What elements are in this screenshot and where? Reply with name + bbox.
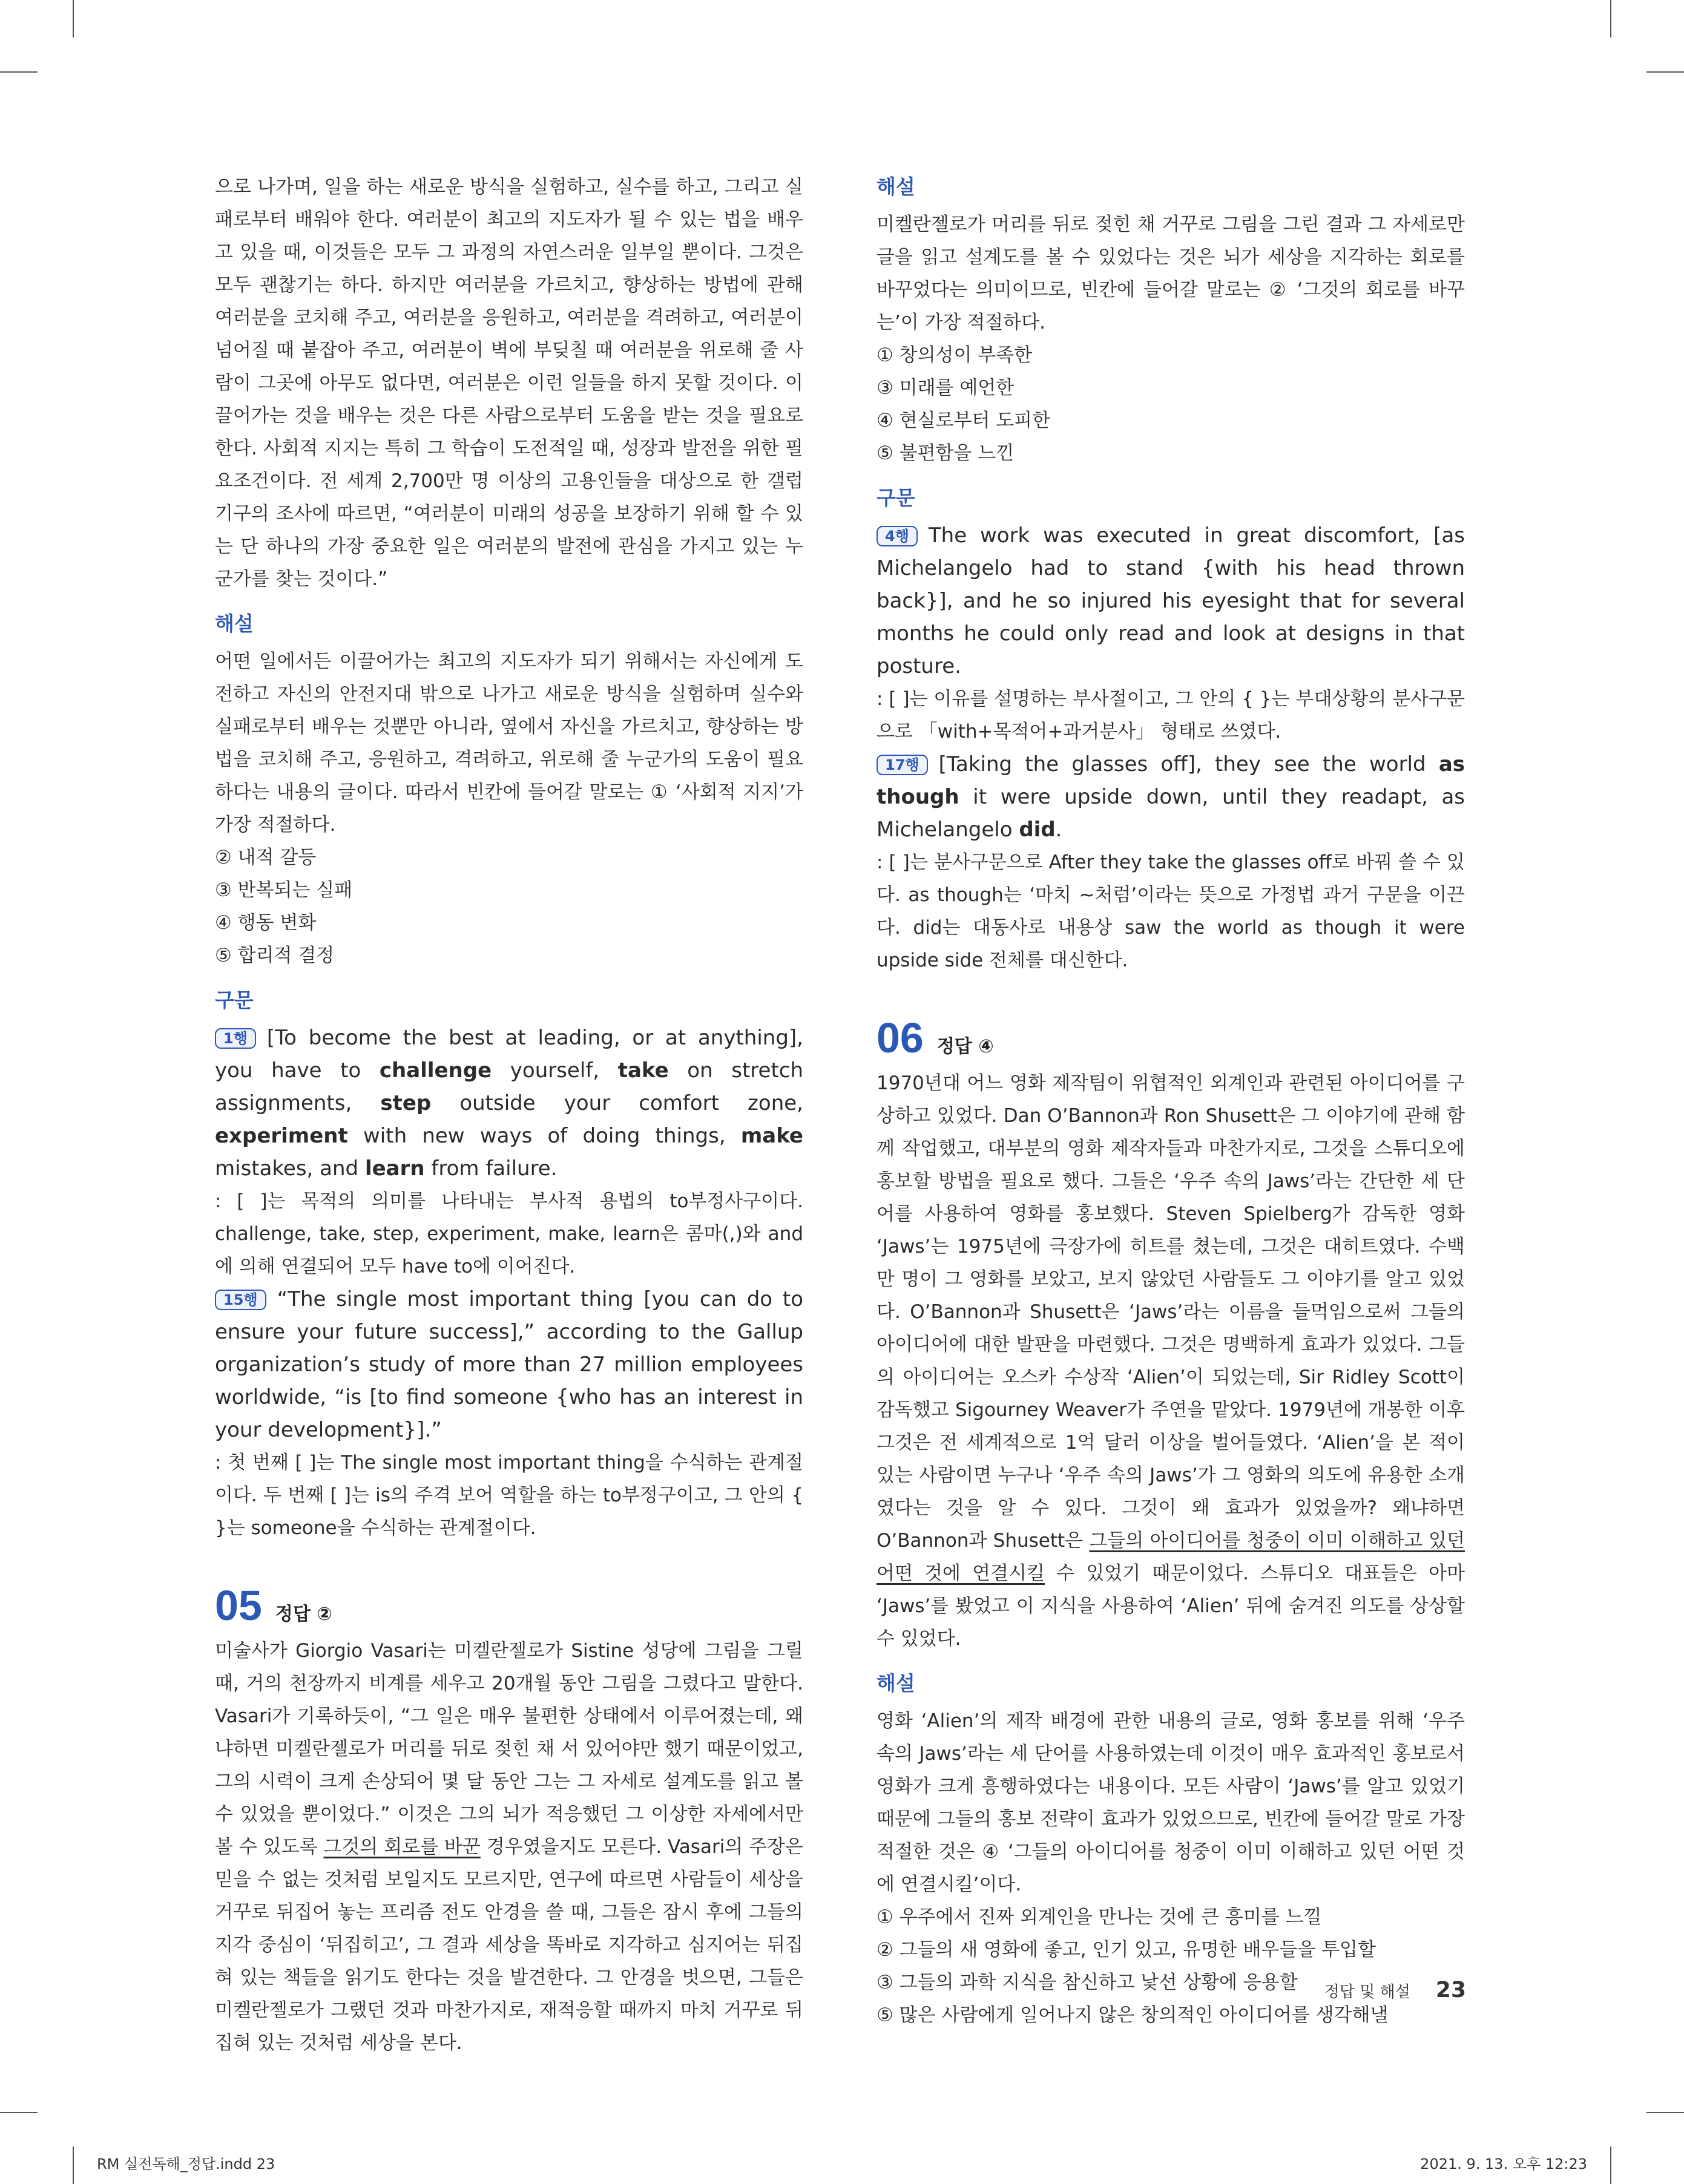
line-tag: 1행 <box>215 1028 256 1049</box>
gumun-sentence-3: 4행 The work was executed in great discomfort, [as Michelangelo had to stand {with his head thrown back}], and he so injured his eyesight that for several months he could only read and look at designs in that posture. <box>877 523 1465 678</box>
haeseol-heading: 해설 <box>215 612 254 635</box>
gumun-note-1: : [ ]는 목적의 의미를 나타내는 부사적 용법의 to부정사구이다. challenge, take, step, experiment, make, learn은 콤마(,)와 and에 의해 연결되어 모두 have to에 이어진다. <box>215 1190 803 1277</box>
gumun-note-4: : [ ]는 분사구문으로 After they take the glasses off로 바꿔 쓸 수 있다. as though는 ‘마치 ~처럼’이라는 뜻으로 가정법 과거 구문을 이끈다. did는 대동사로 내용상 saw the world as though it were upside side 전체를 대신한다. <box>877 851 1465 971</box>
line-tag: 15행 <box>215 1290 266 1310</box>
haeseol-text: 어떤 일에서든 이끌어가는 최고의 지도자가 되기 위해서는 자신에게 도전하고 자신의 안전지대 밖으로 나가고 새로운 방식을 실험하며 실수와 실패로부터 배우는 것뿐만 아니라, 옆에서 자신을 가르치고, 향상하는 방법을 코치해 주고, 응원하고, 격려하고, 위로해 줄 누군가의 도움이 필요하다는 내용의 글이다. 따라서 빈칸에 들어갈 말로는 ① ‘사회적 지지’가 가장 적절하다. <box>215 651 803 836</box>
passage-05-translation: 미술사가 Giorgio Vasari는 미켈란젤로가 Sistine 성당에 그림을 그릴 때, 거의 천장까지 비계를 세우고 20개월 동안 그림을 그렸다고 말한다. Vasari가 기록하듯이, “그 일은 매우 불편한 상태에서 이루어졌는데, 왜냐하면 미켈란젤로가 머리를 뒤로 젖힌 채 서 있어야만 했기 때문이었고, 그의 시력이 크게 손상되어 몇 달 동안 그는 그 자세로 설계도를 읽고 볼 수 있었을 뿐이었다.” 이것은 그의 뇌가 적응했던 그 이상한 자세에서만 볼 수 있도록 그것의 회로를 바꾼 경우였을지도 모른다. Vasari의 주장은 믿을 수 없는 것처럼 보일지도 모르지만, 연구에 따르면 사람들이 세상을 거꾸로 뒤집어 놓는 프리즘 전도 안경을 쓸 때, 그들은 잠시 후에 그들의 지각 중심이 ‘뒤집히고’, 그 결과 세상을 똑바로 지각하고 심지어는 뒤집혀 있는 책들을 읽기도 한다는 것을 발견한다. 그 안경을 벗으면, 그들은 미켈란젤로가 그랬던 것과 마찬가지로, 재적응할 때까지 마치 거꾸로 뒤집혀 있는 것처럼 세상을 본다. <box>215 1640 804 2054</box>
option-item: ① 우주에서 진짜 외계인을 만나는 것에 큰 흥미를 느낄 <box>877 1906 1322 1928</box>
gumun-heading: 구문 <box>877 486 915 510</box>
gumun-note-2: : 첫 번째 [ ]는 The single most important thing을 수식하는 관계절이다. 두 번째 [ ]는 is의 주격 보어 역할을 하는 to부정구이고, 그 안의 { }는 someone을 수식하는 관계절이다. <box>215 1452 803 1539</box>
passage-04-translation-end: 으로 나가며, 일을 하는 새로운 방식을 실험하고, 실수를 하고, 그리고 실패로부터 배워야 한다. 여러분이 최고의 지도자가 될 수 있는 법을 배우고 있을 때, 이것들은 모두 그 과정의 자연스러운 일부일 뿐이다. 그것은 모두 괜찮기는 하다. 하지만 여러분을 가르치고, 향상하는 방법에 관해 여러분을 코치해 주고, 여러분을 응원하고, 여러분을 격려하고, 여러분이 넘어질 때 붙잡아 주고, 여러분이 벽에 부딪칠 때 여러분을 위로해 줄 사람이 그곳에 아무도 없다면, 여러분은 이런 일들을 하지 못할 것이다. 이끌어가는 것을 배우는 것은 다른 사람으로부터 도움을 받는 것을 필요로 한다. 사회적 지지는 특히 그 학습이 도전적일 때, 성장과 발전을 위한 필요조건이다. 전 세계 2,700만 명 이상의 고용인들을 대상으로 한 갤럽 기구의 조사에 따르면, “여러분이 미래의 성공을 보장하기 위해 할 수 있는 단 하나의 가장 중요한 일은 여러분의 발전에 관심을 가지고 있는 누군가를 찾는 것이다.” <box>215 176 803 590</box>
crop-mark <box>1610 0 1611 38</box>
gumun-heading: 구문 <box>215 988 254 1012</box>
option-item: ② 내적 갈등 <box>215 847 317 868</box>
answer-label: 정답 ④ <box>936 1036 994 1057</box>
crop-mark <box>1646 2112 1684 2113</box>
gumun-sentence-2: 15행 “The single most important thing [you can do to ensure your future success],” according to the Gallup organization’s study of more than 27 million employees worldwide, “is [to find someone {who has an interest in your development}].” <box>215 1287 803 1442</box>
crop-mark <box>1646 71 1684 73</box>
crop-mark <box>1610 2146 1611 2184</box>
question-number: 06 <box>877 1014 924 1061</box>
gumun-sentence-1: 1행 [To become the best at leading, or at anything], you have to challenge yourself, take on stretch assignments, step outside your comfort zone, experiment with new ways of doing things, make mistakes, and learn from failure. <box>215 1026 804 1181</box>
haeseol-text: 영화 ‘Alien’의 제작 배경에 관한 내용의 글로, 영화 홍보를 위해 ‘우주 속의 Jaws’라는 세 단어를 사용하였는데 이것이 매우 효과적인 홍보로서 영화가 크게 흥행하였다는 내용이다. 모든 사람이 ‘Jaws’를 알고 있었기 때문에 그들의 홍보 전략이 효과가 있었으므로, 빈칸에 들어갈 말로 가장 적절한 것은 ④ ‘그들의 아이디어를 청중이 이미 이해하고 있던 어떤 것에 연결시킬’이다. <box>877 1710 1465 1895</box>
gumun-note-3: : [ ]는 이유를 설명하는 부사절이고, 그 안의 { }는 부대상황의 분사구문으로 「with+목적어+과거분사」 형태로 쓰였다. <box>877 688 1465 743</box>
line-tag: 4행 <box>877 526 918 546</box>
crop-mark <box>73 0 74 38</box>
print-slug-file: RM 실전독해_정답.indd 23 <box>97 2156 275 2173</box>
passage-06-translation: 1970년대 어느 영화 제작팀이 위협적인 외계인과 관련된 아이디어를 구상하고 있었다. Dan O’Bannon과 Ron Shusett은 그 이야기에 관해 함께 작업했고, 대부분의 영화 제작자들과 마찬가지로, 그것을 스튜디오에 홍보할 방법을 필요로 했다. 그들은 ‘우주 속의 Jaws’라는 간단한 세 단어를 사용하여 영화를 홍보했다. Steven Spielberg가 감독한 영화 ‘Jaws’는 1975년에 극장가에 히트를 쳤는데, 그것은 대히트였다. 수백만 명이 그 영화를 보았고, 보지 않았던 사람들도 그 이야기를 알고 있었다. O’Bannon과 Shusett은 ‘Jaws’라는 이름을 들먹임으로써 그들의 아이디어에 대한 발판을 마련했다. 그것은 명백하게 효과가 있었다. 그들의 아이디어는 오스카 수상작 ‘Alien’이 되었는데, Sir Ridley Scott이 감독했고 Sigourney Weaver가 주연을 맡았다. 1979년에 개봉한 이후 그것은 전 세계적으로 1억 달러 이상을 벌어들였다. ‘Alien’을 본 적이 있는 사람이면 누구나 ‘우주 속의 Jaws’가 그 영화의 의도에 유용한 소개였다는 것을 알 수 있다. 그것이 왜 효과가 있었을까? 왜냐하면 O’Bannon과 Shusett은 그들의 아이디어를 청중이 이미 이해하고 있던 어떤 것에 연결시킬 수 있었기 때문이었다. 스튜디오 대표들은 아마 ‘Jaws’를 봤었고 이 지식을 사용하여 ‘Alien’ 뒤에 숨겨진 의도를 상상할 수 있었다. <box>877 1072 1465 1650</box>
haeseol-text: 미켈란젤로가 머리를 뒤로 젖힌 채 거꾸로 그림을 그린 결과 그 자세로만 글을 읽고 설계도를 볼 수 있었다는 것은 뇌가 세상을 지각하는 회로를 바꾸었다는 의미이므로, 빈칸에 들어갈 말로는 ② ‘그것의 회로를 바꾸는’이 가장 적절하다. <box>877 214 1465 333</box>
crop-mark <box>73 2146 74 2184</box>
option-item: ⑤ 합리적 결정 <box>215 945 335 966</box>
gumun-sentence-4: 17행 [Taking the glasses off], they see the world as though it were upside down, until they readapt, as Michelangelo did. <box>877 752 1465 842</box>
answer-header-06 <box>877 1014 1465 1063</box>
crop-mark <box>0 71 38 73</box>
answer-header-05 <box>215 1584 803 1631</box>
line-tag: 17행 <box>877 755 928 775</box>
option-item: ④ 행동 변화 <box>215 912 317 934</box>
page-footer <box>1324 1978 1466 2002</box>
option-item: ② 그들의 새 영화에 좋고, 인기 있고, 유명한 배우들을 투입할 <box>877 1939 1376 1961</box>
option-item: ③ 반복되는 실패 <box>215 879 353 901</box>
print-slug-date: 2021. 9. 13. 오후 12:23 <box>1420 2156 1587 2173</box>
option-item: ① 창의성이 부족한 <box>877 344 1033 366</box>
option-item: ④ 현실로부터 도피한 <box>877 410 1051 431</box>
question-number: 05 <box>215 1582 262 1629</box>
option-item: ③ 미래를 예언한 <box>877 377 1015 399</box>
answer-label: 정답 ② <box>275 1604 332 1625</box>
section-label: 정답 및 해설 <box>1324 1983 1410 2001</box>
haeseol-heading: 해설 <box>877 1671 915 1695</box>
crop-mark <box>0 2112 38 2113</box>
right-column <box>877 171 1465 2032</box>
haeseol-heading: 해설 <box>877 175 915 198</box>
option-item: ⑤ 불편함을 느낀 <box>877 442 1015 464</box>
option-item: ⑤ 많은 사람에게 일어나지 않은 창의적인 아이디어를 생각해낼 <box>877 2004 1389 2026</box>
left-column <box>215 171 803 2059</box>
option-item: ③ 그들의 과학 지식을 참신하고 낯선 상황에 응용할 <box>877 1972 1298 1993</box>
page-number: 23 <box>1435 1978 1466 2002</box>
